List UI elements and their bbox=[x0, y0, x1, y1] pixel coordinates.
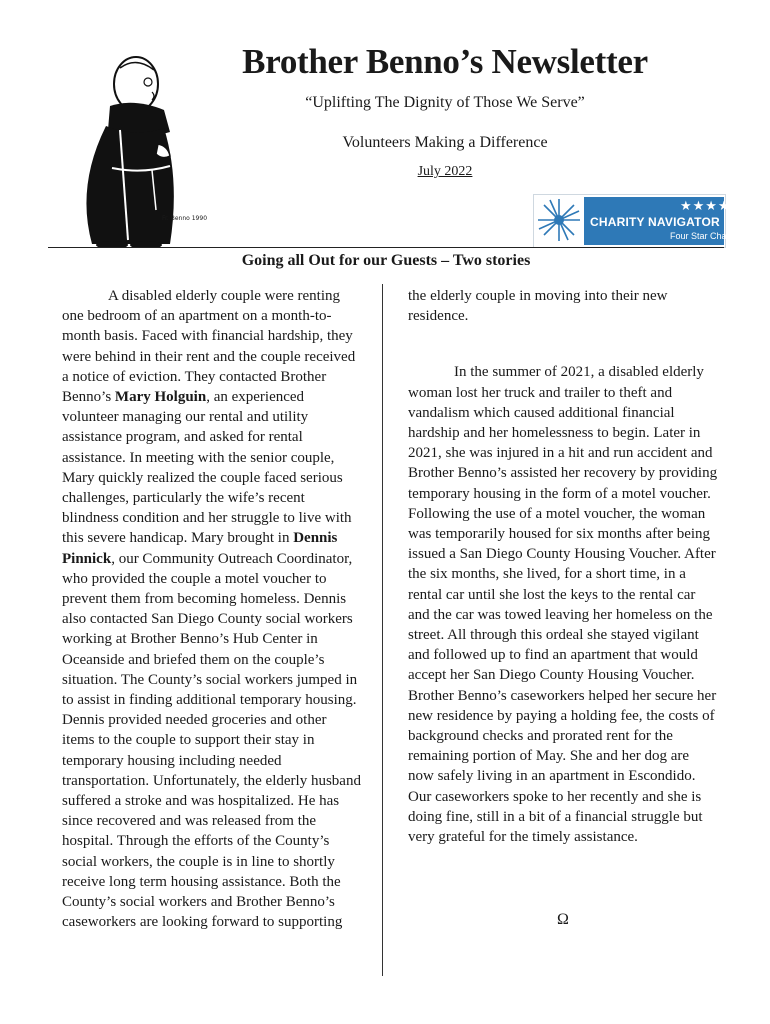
volunteer-name: Mary Holguin bbox=[114, 389, 207, 406]
story-paragraph-2: In the summer of 2021, a disabled elderly woman lost her truck and trailer to theft and vandalism which caused additional financial hardship and her homelessness to begin. Later in 2021, she was injured in a hit and run accident and Brother Benno’s assisted her recovery by providing temporary housing in the form of a motel voucher. Following the use of a motel voucher, the woman was temporarily housed for six months after being issued a San Diego County Housing Voucher. After the six months, she lived, for a short time, in a rental car until she lost the keys to the rental car and the car was towed leaving her homeless on the street. All through this ordeal she stayed vigilant and followed up to find an apartment that would accept her San Diego County Housing Voucher. Brother Benno’s caseworkers helped her secure her new residence by paying a holding fee, the costs of background checks and prorated rent for the remaining portion of May. She and her dog are now safely living in an apartment in Escondido. Our caseworkers spoke to her recently and she is doing fine, still in a bit of a financial struggle but very grateful for the timely assistance. bbox=[408, 364, 718, 846]
rating-stars: ★★★★ bbox=[680, 199, 731, 214]
subtitle: Volunteers Making a Difference bbox=[342, 134, 548, 151]
artist-signature: Fr. Benno 1990 bbox=[162, 215, 208, 222]
story-paragraph-1-continued: the elderly couple in moving into their new residence. bbox=[408, 288, 668, 325]
coordinator-name: Dennis Pinnick bbox=[62, 530, 338, 567]
rating-text: Four Star Charity bbox=[670, 231, 739, 241]
right-column bbox=[408, 286, 718, 847]
charity-navigator-banner bbox=[584, 197, 739, 245]
charity-navigator-name: CHARITY NAVIGATOR bbox=[590, 215, 720, 229]
end-mark: Ω bbox=[557, 911, 569, 928]
story-paragraph-1: A disabled elderly couple were renting one bedroom of an apartment on a month-to-month basis. Faced with financial hardship, they were behind in their rent and the couple received a notice of eviction. They contacted Brother Benno’s Mary Holguin, an experienced volunteer managing our rental and utility assistance program, and asked for rental assistance. In meeting with the senior couple, Mary quickly realized the couple faced serious challenges, particularly the wife’s recent blindness condition and her struggle to live with this severe handicap. Mary brought in Dennis Pinnick, our Community Outreach Coordinator, who provided the couple a motel voucher to prevent them from becoming homeless. Dennis also contacted San Diego County social workers working at Brother Benno’s Hub Center in Oceanside and briefed them on the couple’s situation. The County’s social workers jumped in to assist in finding additional temporary housing. Dennis provided needed groceries and other items to the couple to support their stay in temporary housing including needed transportation. Unfortunately, the elderly husband suffered a stroke and was hospitalized. He has since recovered and was released from the hospital. Through the efforts of the County’s social workers, the couple is in line to shortly receive long term housing assistance. Both the County’s social workers and Brother Benno’s caseworkers are looking forward to supporting bbox=[62, 288, 361, 931]
left-column bbox=[62, 286, 362, 933]
charity-navigator-badge bbox=[533, 194, 739, 248]
newsletter-title: Brother Benno’s Newsletter bbox=[242, 42, 648, 81]
issue-date: July 2022 bbox=[417, 164, 473, 179]
header-rule bbox=[48, 247, 724, 248]
tagline: “Uplifting The Dignity of Those We Serve” bbox=[305, 94, 585, 111]
compass-star-icon bbox=[536, 197, 582, 243]
column-divider bbox=[382, 284, 383, 976]
story-title: Going all Out for our Guests – Two stories bbox=[241, 252, 531, 269]
